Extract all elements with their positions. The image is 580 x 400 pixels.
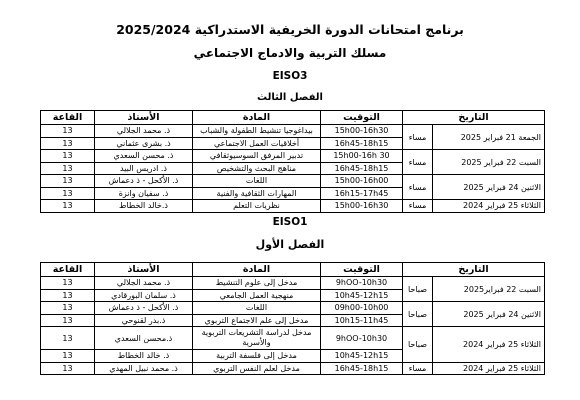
- time-cell: 16h15-17h45: [321, 187, 403, 200]
- room-cell: 13: [41, 162, 95, 175]
- period-cell: صباحا: [403, 302, 433, 327]
- header-date: التاريخ: [403, 111, 545, 125]
- date-cell: الجمعة 21 فبراير 2025: [433, 125, 545, 150]
- teacher-cell: ذ. محمد الجلالي: [95, 277, 193, 290]
- time-cell: 9hOO-10h30: [321, 327, 403, 350]
- time-cell: 15h00-16h30: [321, 125, 403, 138]
- subject-cell: مدخل لدراسة التشريعات التربوية والأسرية: [193, 327, 321, 350]
- subject-cell: مدخل إلى فلسفة التربية: [193, 350, 321, 363]
- date-cell: الاثنين 24 فبراير 2025: [433, 302, 545, 327]
- room-cell: 13: [41, 350, 95, 363]
- date-cell: الثلاثاء 25 فبراير 2024: [433, 362, 545, 375]
- header-subject: المادة: [193, 111, 321, 125]
- period-cell: صباحا: [403, 327, 433, 363]
- table-row: [41, 302, 545, 315]
- period-cell: صباحا: [403, 277, 433, 302]
- subject-cell: نظريات التعلم: [193, 200, 321, 213]
- table-row: [41, 175, 545, 188]
- teacher-cell: ذ. بشرى عثماني: [95, 137, 193, 150]
- time-cell: 16h45-18h15: [321, 362, 403, 375]
- teacher-cell: ذ. محمد نبيل المهدي: [95, 362, 193, 375]
- room-cell: 13: [41, 289, 95, 302]
- time-cell: 10h45-12h15: [321, 289, 403, 302]
- header-room: القاعة: [41, 111, 95, 125]
- teacher-cell: ذ. محسن السعدي: [95, 150, 193, 163]
- teacher-cell: ذ.محسن السعدي: [95, 327, 193, 350]
- time-cell: 16h45-18h15: [321, 162, 403, 175]
- teacher-cell: ذ.خالد الخطاط: [95, 200, 193, 213]
- time-cell: 16h45-18h15: [321, 137, 403, 150]
- subject-cell: تدبير المرفق السوسيوثقافي: [193, 150, 321, 163]
- table-row: [41, 150, 545, 163]
- table-row: [41, 327, 545, 350]
- header-time: التوقيت: [321, 263, 403, 277]
- room-cell: 13: [41, 125, 95, 138]
- header-teacher: الأستاذ: [95, 111, 193, 125]
- room-cell: 13: [41, 277, 95, 290]
- teacher-cell: ذ. خالد الخطاط: [95, 350, 193, 363]
- subject-cell: أخلاقيات العمل الاجتماعي: [193, 137, 321, 150]
- room-cell: 13: [41, 150, 95, 163]
- date-cell: السبت 22 فبراير2025: [433, 277, 545, 302]
- time-cell: 15h00-16h30: [321, 200, 403, 213]
- room-cell: 13: [41, 187, 95, 200]
- time-cell: 15h00-16h00: [321, 175, 403, 188]
- subject-cell: بيداغوجيا تنشيط الطفولة والشباب: [193, 125, 321, 138]
- date-cell: الثلاثاء 25 فبراير 2024: [433, 327, 545, 363]
- subject-cell: مدخل إلى علم الاجتماع التربوي: [193, 314, 321, 327]
- table-header-row: [41, 263, 545, 277]
- subject-cell: اللغات: [193, 175, 321, 188]
- period-cell: مساء: [403, 200, 433, 213]
- table-row: [41, 125, 545, 138]
- header-room: القاعة: [41, 263, 95, 277]
- date-cell: الثلاثاء 25 فبراير 2024: [433, 200, 545, 213]
- subject-cell: مدخل لعلم النفس التربوي: [193, 362, 321, 375]
- teacher-cell: ذ. ادريس البيد: [95, 162, 193, 175]
- time-cell: 9hOO-10h30: [321, 277, 403, 290]
- period-cell: مساء: [403, 150, 433, 175]
- header-time: التوقيت: [321, 111, 403, 125]
- period-cell: مساء: [403, 362, 433, 375]
- room-cell: 13: [41, 175, 95, 188]
- room-cell: 13: [41, 327, 95, 350]
- header-subject: المادة: [193, 263, 321, 277]
- date-cell: السبت 22 فبراير 2025: [433, 150, 545, 175]
- header-date: التاريخ: [403, 263, 545, 277]
- teacher-cell: ذ. محمد الجلالي: [95, 125, 193, 138]
- section2-code: EISO1: [272, 216, 308, 228]
- subject-cell: مناهج البحث والتشخيص: [193, 162, 321, 175]
- teacher-cell: ذ.بدر لقنوحي: [95, 314, 193, 327]
- room-cell: 13: [41, 314, 95, 327]
- date-cell: الاثنين 24 فبراير 2025: [433, 175, 545, 200]
- period-cell: مساء: [403, 175, 433, 200]
- schedule-table-eiso3: [40, 110, 545, 213]
- program-subtitle: مسلك التربية والادماج الاجتماعي: [193, 46, 387, 60]
- section1-code: EISO3: [272, 70, 308, 82]
- subject-cell: منهجية العمل الجامعي: [193, 289, 321, 302]
- table-row: [41, 200, 545, 213]
- time-cell: 10h15-11h45: [321, 314, 403, 327]
- subject-cell: اللغات: [193, 302, 321, 315]
- table-row: [41, 362, 545, 375]
- teacher-cell: ذ. سلمان البورقادي: [95, 289, 193, 302]
- room-cell: 13: [41, 302, 95, 315]
- room-cell: 13: [41, 137, 95, 150]
- header-teacher: الأستاذ: [95, 263, 193, 277]
- time-cell: 15h00-16h 30: [321, 150, 403, 163]
- schedule-table-eiso1: [40, 262, 545, 375]
- subject-cell: المهارات الثقافية والفنية: [193, 187, 321, 200]
- teacher-cell: ذ. سفيان وانزة: [95, 187, 193, 200]
- time-cell: 09h00-10h00: [321, 302, 403, 315]
- document-title: برنامج امتحانات الدورة الخريفية الاستدراكية 2025/2024: [116, 22, 464, 37]
- period-cell: مساء: [403, 125, 433, 150]
- section1-semester: الفصل الثالث: [256, 92, 323, 103]
- table-header-row: [41, 111, 545, 125]
- room-cell: 13: [41, 362, 95, 375]
- time-cell: 10h45-12h15: [321, 350, 403, 363]
- teacher-cell: ذ. الأكحل - ذ دعماش: [95, 175, 193, 188]
- section2-semester: الفصل الأول: [255, 238, 325, 251]
- room-cell: 13: [41, 200, 95, 213]
- subject-cell: مدخل إلى علوم التنشيط: [193, 277, 321, 290]
- table-row: [41, 277, 545, 290]
- teacher-cell: ذ. الأكحل - ذ دعماش: [95, 302, 193, 315]
